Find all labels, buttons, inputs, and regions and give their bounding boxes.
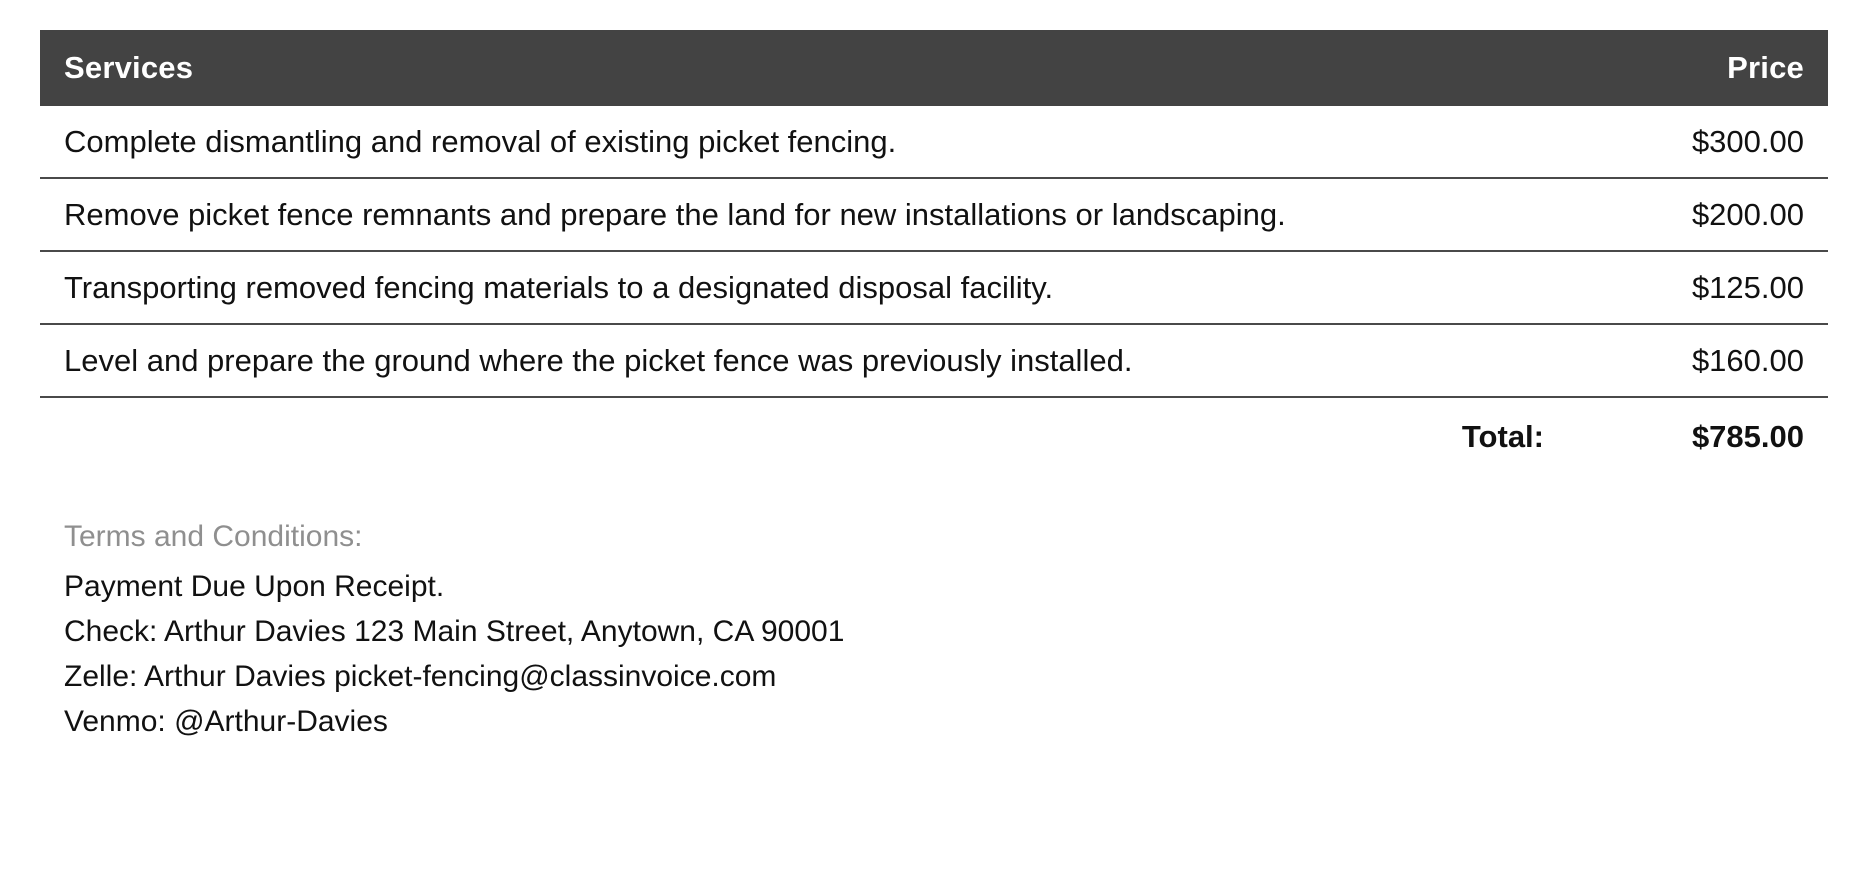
service-price: $300.00 [1568, 106, 1828, 178]
services-table-header [40, 30, 1828, 106]
service-description: Complete dismantling and removal of existing picket fencing. [40, 106, 1568, 178]
total-value: $785.00 [1691, 419, 1804, 455]
service-description: Transporting removed fencing materials to a designated disposal facility. [40, 251, 1568, 324]
table-row [40, 251, 1828, 324]
terms-line-check: Check: Arthur Davies 123 Main Street, Anytown, CA 90001 [64, 615, 845, 649]
terms-line-payment: Payment Due Upon Receipt. [64, 570, 445, 604]
table-header-row [40, 30, 1828, 106]
services-table [40, 30, 1828, 472]
service-description: Level and prepare the ground where the picket fence was previously installed. [40, 324, 1568, 397]
terms-line-venmo: Venmo: @Arthur-Davies [64, 705, 388, 739]
total-label: Total: [1461, 419, 1544, 455]
service-description: Remove picket fence remnants and prepare the land for new installations or landscaping. [40, 178, 1568, 251]
terms-line-zelle: Zelle: Arthur Davies picket-fencing@classinvoice.com [64, 660, 777, 694]
table-row [40, 324, 1828, 397]
service-price: $200.00 [1568, 178, 1828, 251]
table-row [40, 106, 1828, 178]
services-table-body [40, 106, 1828, 472]
terms-and-conditions-section [40, 520, 1828, 744]
table-total-row [40, 397, 1828, 472]
service-price: $160.00 [1568, 324, 1828, 397]
column-header-services: Services [40, 30, 1568, 106]
service-price: $125.00 [1568, 251, 1828, 324]
table-row [40, 178, 1828, 251]
column-header-price: Price [1568, 30, 1828, 106]
terms-heading: Terms and Conditions: [64, 520, 363, 554]
